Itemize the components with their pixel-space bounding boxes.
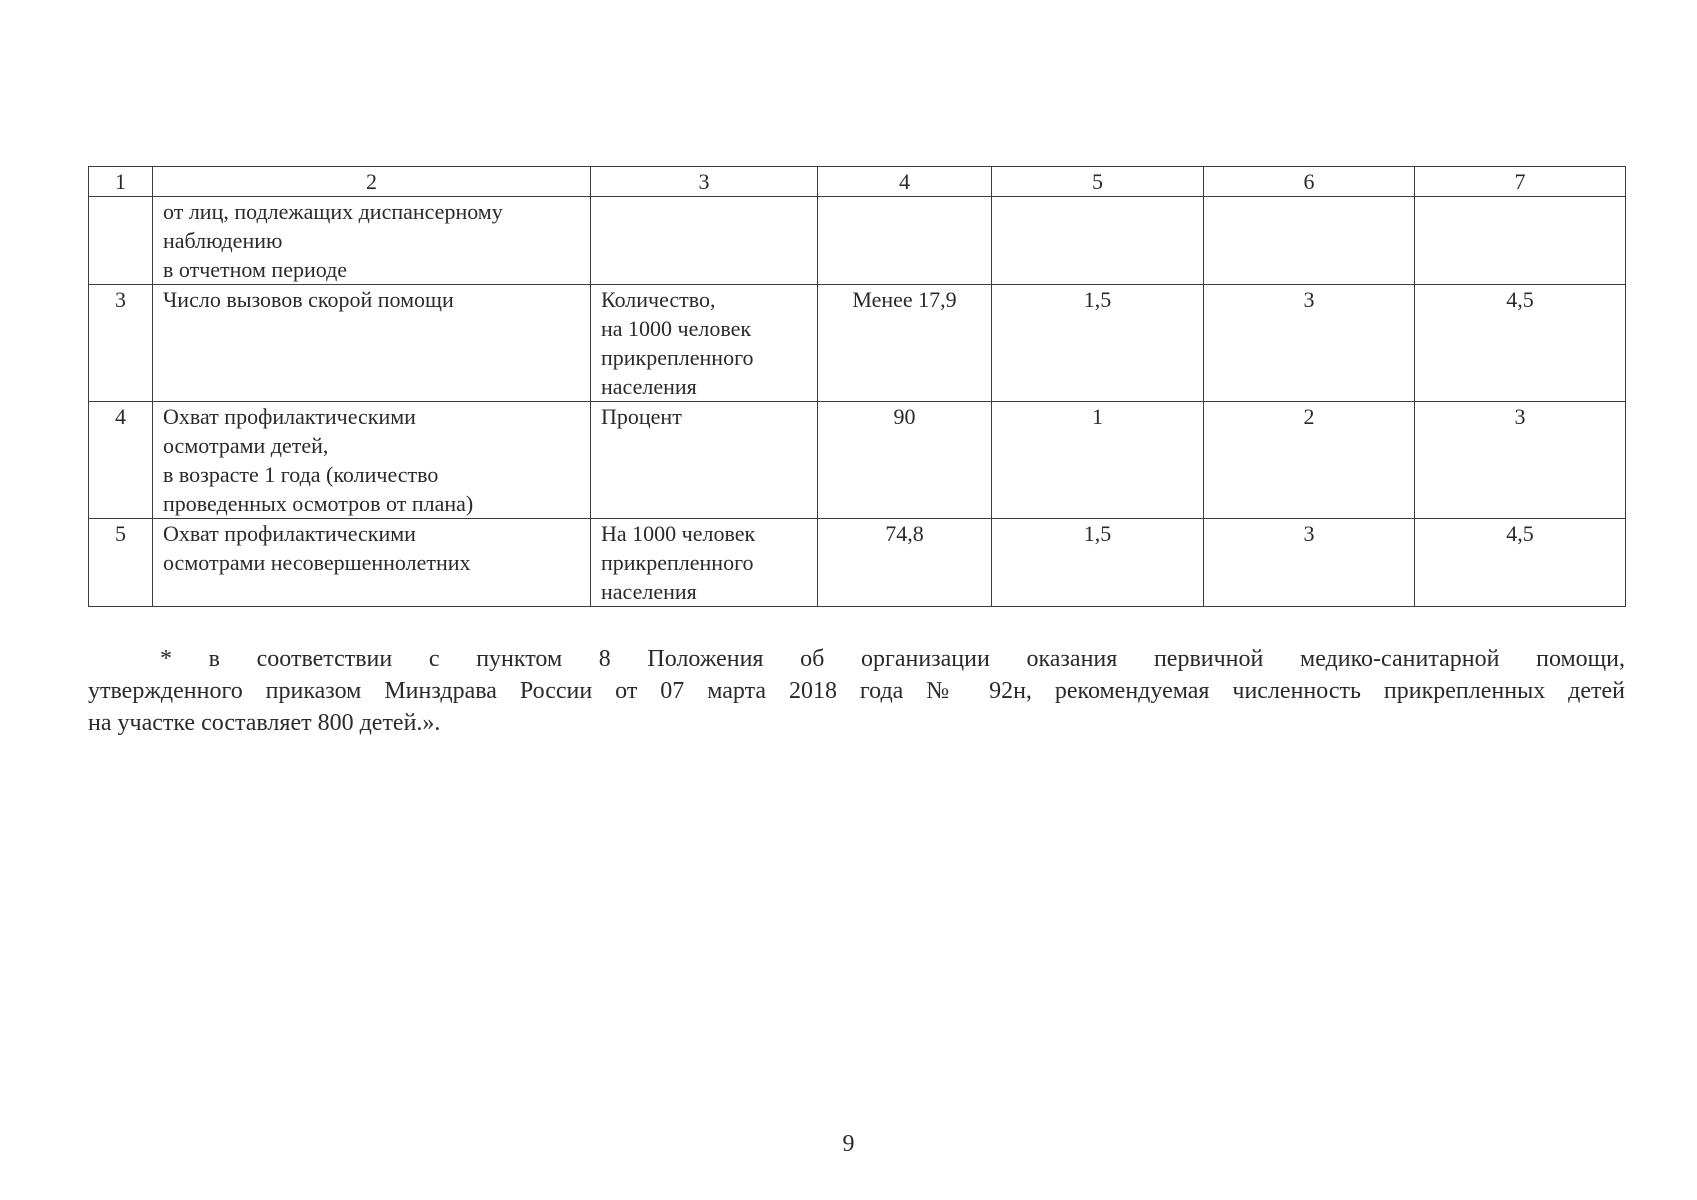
score-cell-6: 3 [1204, 285, 1415, 402]
unit-cell [591, 402, 818, 519]
footnote-line-3: на участке составляет 800 детей.». [88, 710, 441, 736]
score-cell-7: 3 [1415, 402, 1626, 519]
score-cell-6: 2 [1204, 402, 1415, 519]
indicator-line: осмотрами детей, [163, 433, 329, 458]
table-row [89, 402, 1626, 519]
value-cell: Менее 17,9 [818, 285, 992, 402]
indicator-line: наблюдению [163, 228, 283, 253]
unit-line: Процент [601, 404, 682, 429]
indicator-cell [153, 402, 591, 519]
unit-line: На 1000 человек [601, 521, 756, 546]
header-cell-5: 5 [992, 167, 1204, 197]
header-cell-3: 3 [591, 167, 818, 197]
footnote-line-2: утвержденного приказом Минздрава России от 07 марта 2018 года № 92н, рекомендуемая численность прикрепленных детей [88, 678, 1625, 704]
indicator-line: в отчетном периоде [163, 257, 348, 282]
indicator-cell [153, 519, 591, 607]
score-cell-7: 4,5 [1415, 285, 1626, 402]
value-cell: 90 [818, 402, 992, 519]
header-cell-6: 6 [1204, 167, 1415, 197]
indicator-line: проведенных осмотров от плана) [163, 491, 474, 516]
table-row [89, 519, 1626, 607]
indicator-line: осмотрами несовершеннолетних [163, 550, 471, 575]
indicator-line: Охват профилактическими [163, 521, 416, 546]
row-number-cell: 4 [89, 402, 153, 519]
unit-cell [591, 285, 818, 402]
table-row-continuation [89, 197, 1626, 285]
value-cell: 74,8 [818, 519, 992, 607]
indicator-line: Число вызовов скорой помощи [163, 287, 454, 312]
footnote-text: * в соответствии с пунктом 8 Положения об организации оказания первичной медико-санитарной помощи, [160, 646, 1625, 672]
unit-line: прикрепленного [601, 550, 754, 575]
score-cell-5 [992, 197, 1204, 285]
header-cell-2: 2 [153, 167, 591, 197]
row-number-cell: 3 [89, 285, 153, 402]
indicators-table [88, 166, 1626, 607]
score-cell-7: 4,5 [1415, 519, 1626, 607]
indicator-line: от лиц, подлежащих диспансерному [163, 199, 503, 224]
score-cell-5: 1,5 [992, 285, 1204, 402]
indicator-cell [153, 285, 591, 402]
score-cell-6: 3 [1204, 519, 1415, 607]
row-number-cell: 5 [89, 519, 153, 607]
unit-cell [591, 197, 818, 285]
header-cell-4: 4 [818, 167, 992, 197]
table-row [89, 285, 1626, 402]
header-cell-7: 7 [1415, 167, 1626, 197]
indicator-cell [153, 197, 591, 285]
table-header-row [89, 167, 1626, 197]
unit-line: прикрепленного [601, 345, 754, 370]
footnote [88, 643, 1625, 739]
score-cell-5: 1 [992, 402, 1204, 519]
score-cell-5: 1,5 [992, 519, 1204, 607]
value-cell [818, 197, 992, 285]
unit-line: Количество, [601, 287, 716, 312]
header-cell-1: 1 [89, 167, 153, 197]
page-number: 9 [842, 1131, 855, 1157]
unit-cell [591, 519, 818, 607]
indicator-line: Охват профилактическими [163, 404, 416, 429]
unit-line: населения [601, 374, 697, 399]
score-cell-6 [1204, 197, 1415, 285]
unit-line: населения [601, 579, 697, 604]
row-number-cell [89, 197, 153, 285]
unit-line: на 1000 человек [601, 316, 752, 341]
footnote-line-1 [88, 643, 1625, 675]
indicator-line: в возрасте 1 года (количество [163, 462, 439, 487]
score-cell-7 [1415, 197, 1626, 285]
